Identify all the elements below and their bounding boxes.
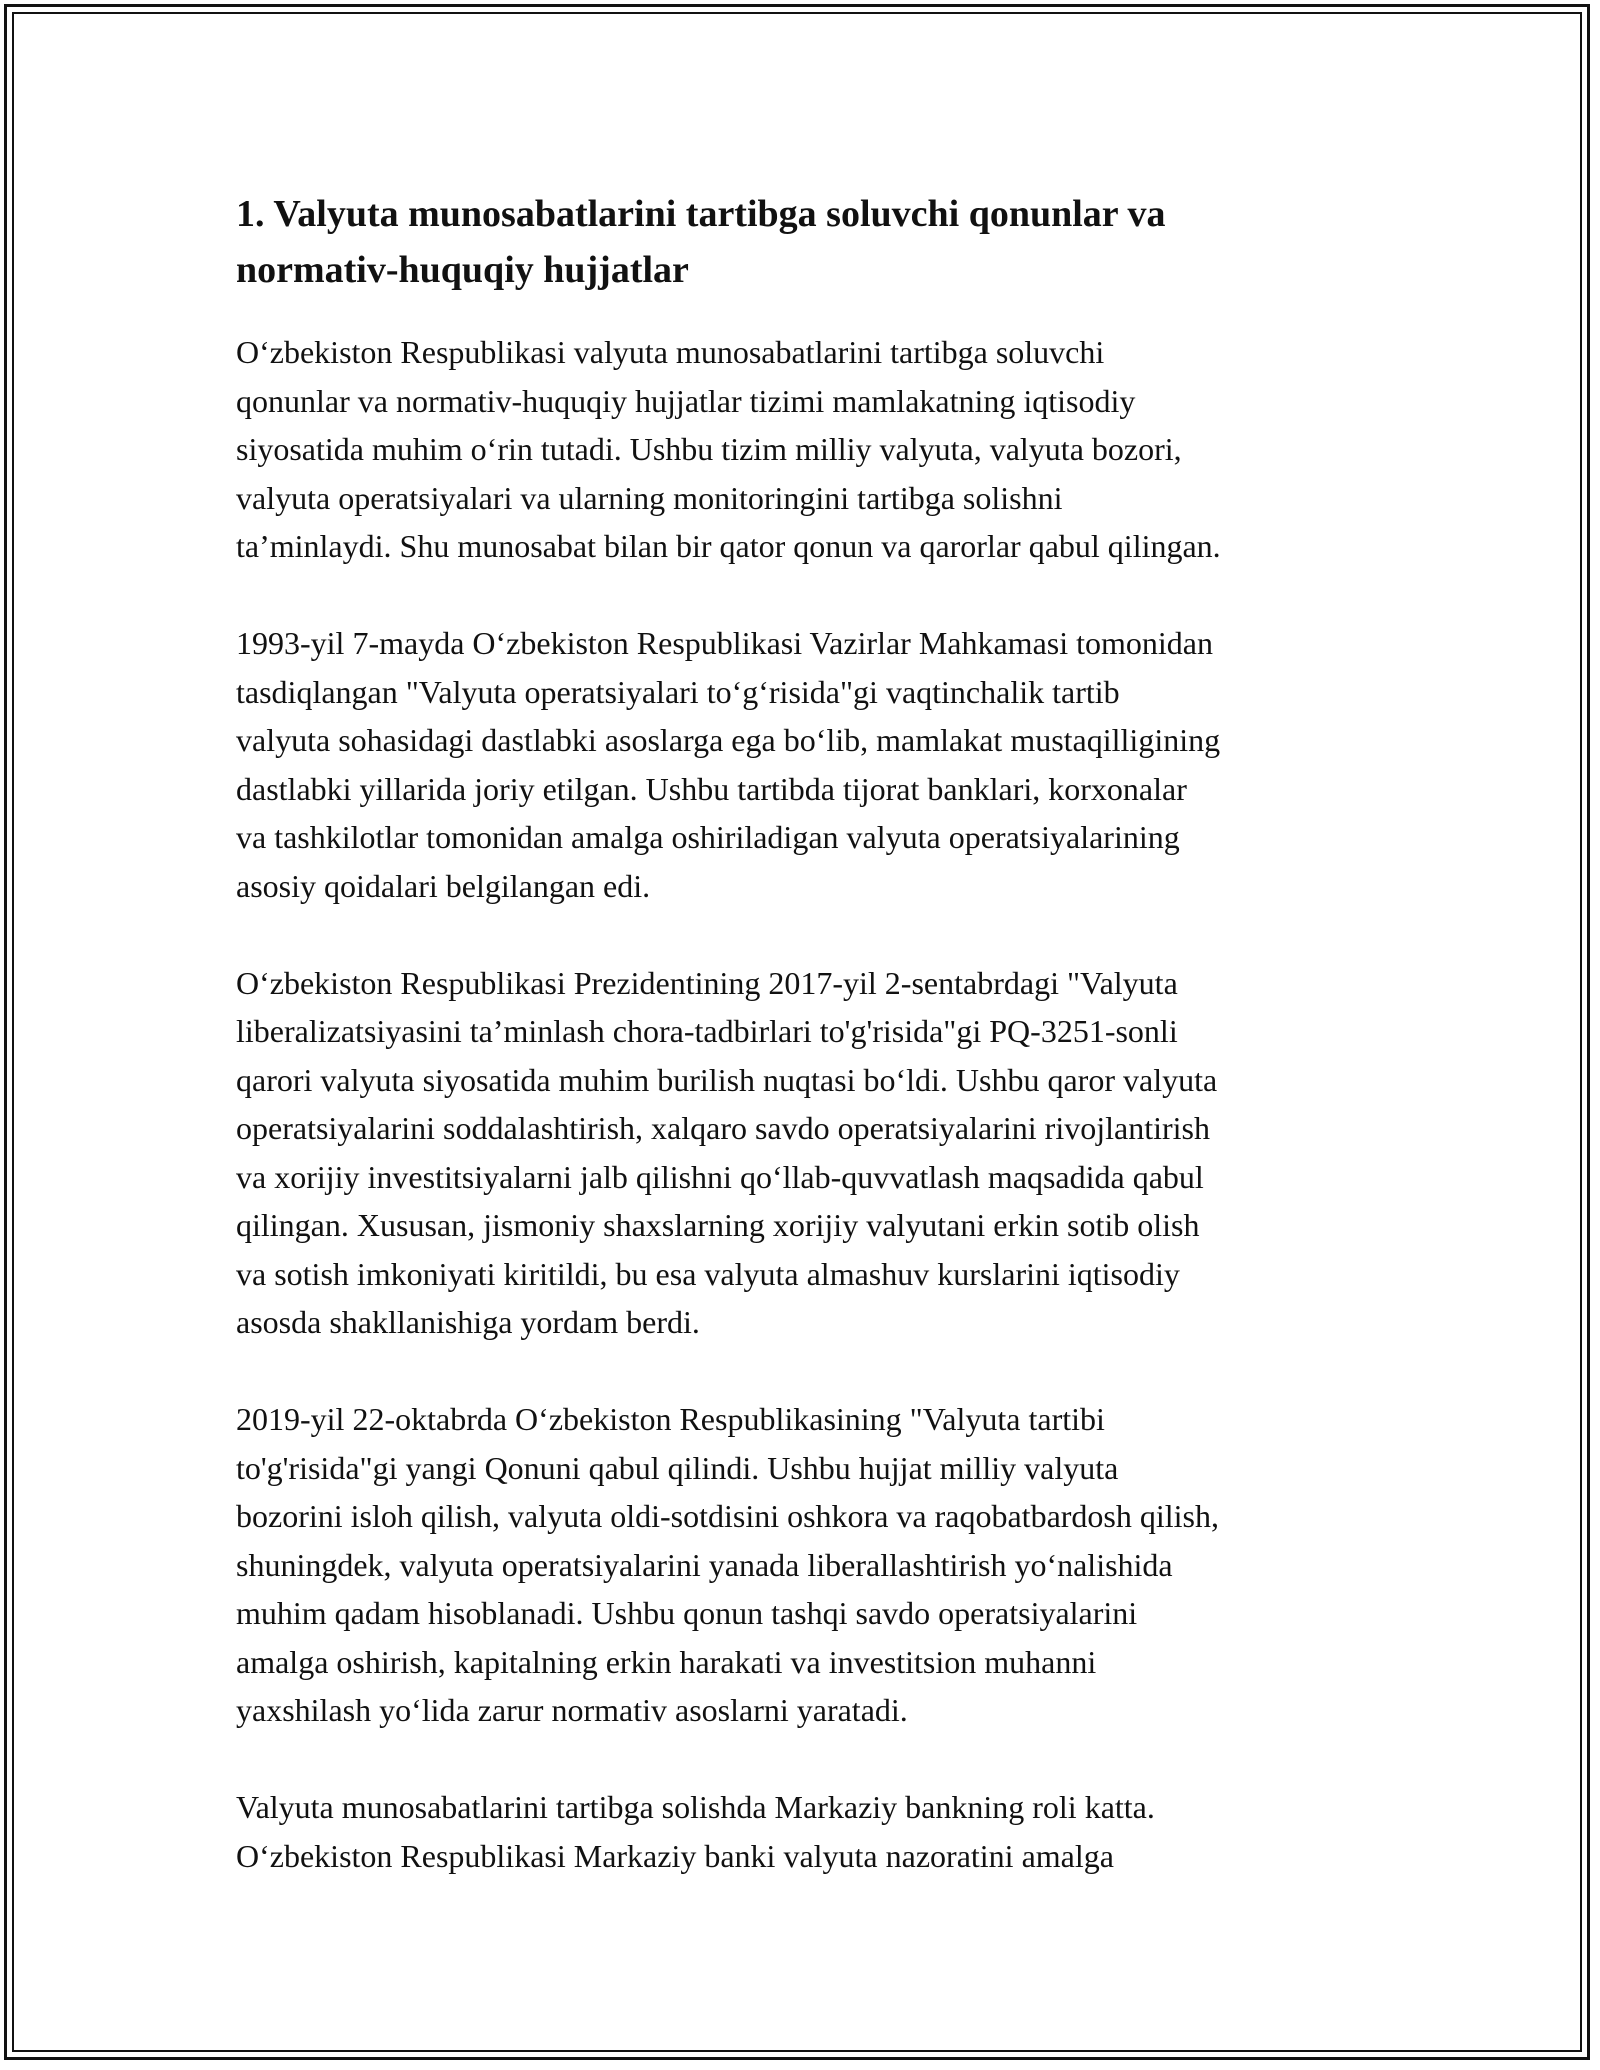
paragraph-2017: O‘zbekiston Respublikasi Prezidentining 2017-yil 2-sentabrdagi "Valyuta liberalizatsiyasini ta’minlash chora-tadbirlari to'g'risida"gi PQ-3251-sonli qarori valyuta siyosatida muhim burilish nuqtasi bo‘ldi. Ushbu qaror valyuta operatsiyalarini soddalashtirish, xalqaro savdo operatsiyalarini rivojlantirish va xorijiy investitsiyalarni jalb qilishni qo‘llab-quvvatlash maqsadida qabul qilingan. Xususan, jismoniy shaxslarning xorijiy valyutani erkin sotib olish va sotish imkoniyati kiritildi, bu esa valyuta almashuv kurslarini iqtisodiy asosda shakllanishiga yordam berdi. [236, 964, 1218, 1340]
paragraph-intro: O‘zbekiston Respublikasi valyuta munosabatlarini tartibga soluvchi qonunlar va normativ-huquqiy hujjatlar tizimi mamlakatning iqtisodiy siyosatida muhim o‘rin tutadi. Ushbu tizim milliy valyuta, valyuta bozori, valyuta operatsiyalari va ularning monitoringini tartibga solishni ta’minlaydi. Shu munosabat bilan bir qator qonun va qarorlar qabul qilingan. [236, 334, 1221, 564]
paragraph-1993: 1993-yil 7-mayda O‘zbekiston Respublikasi Vazirlar Mahkamasi tomonidan tasdiqlangan "Valyuta operatsiyalari to‘g‘risida"gi vaqtinchalik tartib valyuta sohasidagi dastlabki asoslarga ega bo‘lib, mamlakat mustaqilligining dastlabki yillarida joriy etilgan. Ushbu tartibda tijorat banklari, korxonalar va tashkilotlar tomonidan amalga oshiriladigan valyuta operatsiyalarining asosiy qoidalari belgilangan edi. [236, 625, 1221, 904]
paragraph-2019: 2019-yil 22-oktabrda O‘zbekiston Respublikasining "Valyuta tartibi to'g'risida"gi yangi Qonuni qabul qilindi. Ushbu hujjat milliy valyuta bozorini isloh qilish, valyuta oldi-sotdisini oshkora va raqobatbardosh qilish, shuningdek, valyuta operatsiyalarini yanada liberallashtirish yo‘nalishida muhim qadam hisoblanadi. Ushbu qonun tashqi savdo operatsiyalarini amalga oshirish, kapitalning erkin harakati va investitsion muhanni yaxshilash yo‘lida zarur normativ asoslarni yaratadi. [236, 1401, 1219, 1728]
document-body [236, 186, 1376, 1929]
section-heading: 1. Valyuta munosabatlarini tartibga soluvchi qonunlar va normativ-huquqiy hujjatlar [236, 193, 1166, 291]
paragraph-central-bank: Valyuta munosabatlarini tartibga solishda Markaziy bankning roli katta. O‘zbekiston Respublikasi Markaziy banki valyuta nazoratini amalga [236, 1789, 1155, 1874]
